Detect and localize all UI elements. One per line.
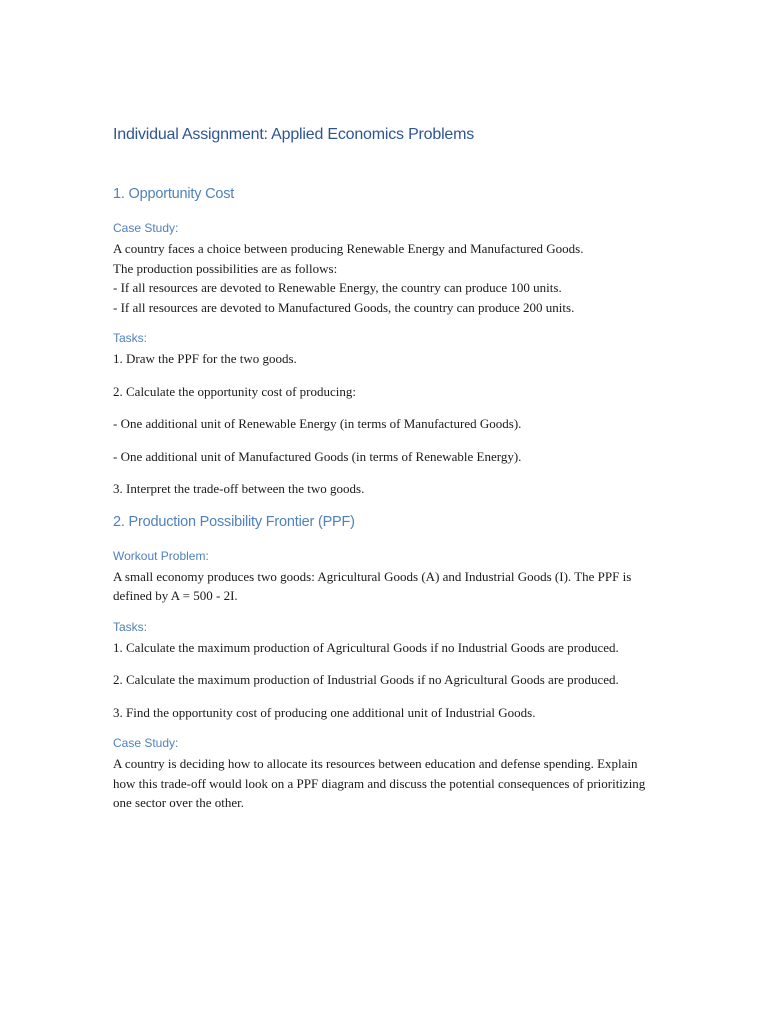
case-line: A country faces a choice between producing Renewable Energy and Manufactured Goods.	[113, 241, 584, 256]
section-heading: 2. Production Possibility Frontier (PPF)	[113, 513, 355, 530]
task-item: 2. Calculate the opportunity cost of producing:	[113, 383, 356, 399]
task-item: - One additional unit of Renewable Energy (in terms of Manufactured Goods).	[113, 416, 522, 431]
task-item: - One additional unit of Manufactured Goods (in terms of Renewable Energy).	[113, 448, 522, 464]
section-heading: 1. Opportunity Cost	[113, 186, 235, 202]
task-item: 2. Calculate the maximum production of Industrial Goods if no Agricultural Goods are produced.	[113, 672, 619, 687]
case-study-text: A country is deciding how to allocate its resources between education and defense spending. Explain how this trade-off would look on a PPF diagram and discuss the potential consequences of prioritizing one sector over the other.	[113, 756, 646, 810]
tasks-label: Tasks:	[113, 331, 148, 345]
section-opportunity-cost	[113, 184, 658, 499]
workout-problem-text: A small economy produces two goods: Agricultural Goods (A) and Industrial Goods (I). The PPF is defined by A = 500 - 2I.	[113, 568, 632, 603]
case-line: - If all resources are devoted to Manufactured Goods, the country can produce 200 units.	[113, 299, 575, 315]
section-ppf	[113, 512, 658, 813]
task-item: 1. Calculate the maximum production of Agricultural Goods if no Industrial Goods are produced.	[113, 639, 619, 655]
task-item: 1. Draw the PPF for the two goods.	[113, 351, 297, 366]
workout-problem-label: Workout Problem:	[113, 548, 209, 563]
tasks-label: Tasks:	[113, 619, 148, 634]
case-study-text	[113, 239, 658, 317]
case-study-label: Case Study:	[113, 221, 179, 235]
document-page	[113, 124, 658, 813]
case-line: - If all resources are devoted to Renewable Energy, the country can produce 100 units.	[113, 280, 562, 295]
case-line: The production possibilities are as follows:	[113, 260, 338, 276]
document-title: Individual Assignment: Applied Economics Problems	[113, 126, 475, 143]
task-item: 3. Find the opportunity cost of producing one additional unit of Industrial Goods.	[113, 704, 536, 720]
task-item: 3. Interpret the trade-off between the two goods.	[113, 481, 365, 496]
case-study-label: Case Study:	[113, 736, 179, 750]
